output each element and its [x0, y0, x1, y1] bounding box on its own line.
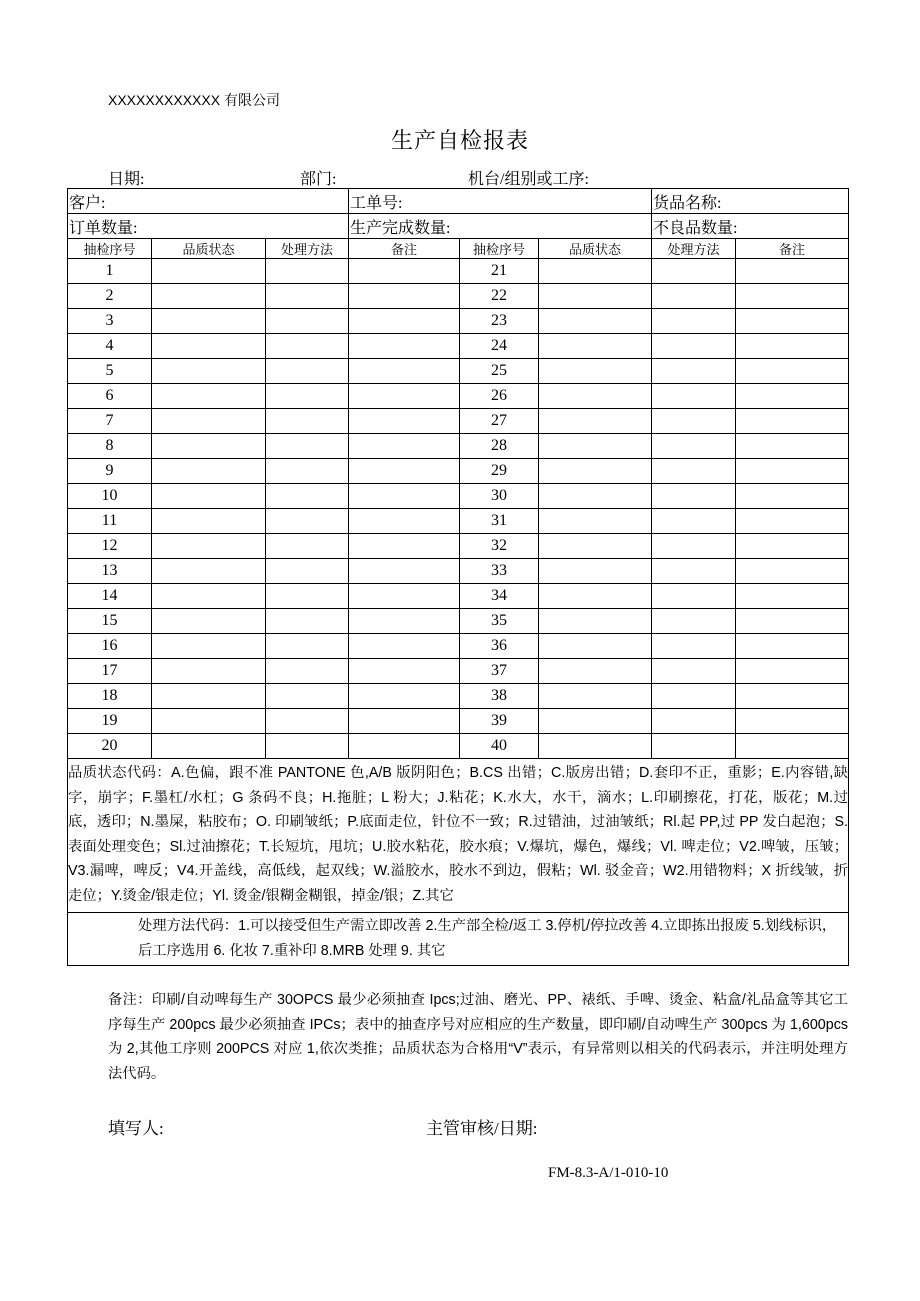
remark-cell[interactable]: [349, 584, 460, 609]
remark-cell[interactable]: [349, 359, 460, 384]
date-label: 日期:: [108, 171, 145, 188]
handling-method-cell[interactable]: [652, 434, 736, 459]
quality-status-cell[interactable]: [539, 484, 652, 509]
inspection-form-table: [67, 188, 849, 966]
handling-method-cell[interactable]: [652, 259, 736, 284]
table-row: [68, 559, 849, 584]
handling-method-cell[interactable]: [266, 284, 349, 309]
machine-group-label: 机台/组别或工序:: [468, 171, 589, 188]
table-row: [68, 334, 849, 359]
remark-cell[interactable]: [349, 559, 460, 584]
quality-status-cell[interactable]: [152, 309, 266, 334]
method-codes-row: [68, 913, 849, 966]
quality-status-cell[interactable]: [152, 634, 266, 659]
handling-method-cell[interactable]: [266, 734, 349, 759]
col-header-seq-left: 抽检序号: [68, 239, 152, 259]
quality-status-cell[interactable]: [539, 409, 652, 434]
sample-seq-left: 19: [68, 709, 152, 734]
handling-method-cell[interactable]: [652, 484, 736, 509]
quality-status-cell[interactable]: [539, 559, 652, 584]
remark-cell[interactable]: [736, 609, 849, 634]
quality-status-cell[interactable]: [539, 534, 652, 559]
quality-status-cell[interactable]: [539, 334, 652, 359]
remark-cell[interactable]: [736, 534, 849, 559]
sample-seq-right: 26: [460, 384, 539, 409]
handling-method-cell[interactable]: [652, 634, 736, 659]
quality-status-cell[interactable]: [539, 434, 652, 459]
remark-cell[interactable]: [349, 509, 460, 534]
table-row: [68, 284, 849, 309]
handling-method-cell[interactable]: [266, 359, 349, 384]
handling-method-cell[interactable]: [652, 559, 736, 584]
remark-cell[interactable]: [736, 684, 849, 709]
handling-method-cell[interactable]: [266, 484, 349, 509]
sample-seq-right: 38: [460, 684, 539, 709]
quality-status-cell[interactable]: [152, 534, 266, 559]
col-header-seq-right: 抽检序号: [460, 239, 539, 259]
sample-seq-right: 22: [460, 284, 539, 309]
sample-seq-left: 17: [68, 659, 152, 684]
quality-status-cell[interactable]: [152, 734, 266, 759]
sample-seq-right: 23: [460, 309, 539, 334]
sample-seq-left: 16: [68, 634, 152, 659]
quality-status-cell[interactable]: [539, 309, 652, 334]
handling-method-cell[interactable]: [652, 734, 736, 759]
order-qty-field[interactable]: 订单数量:: [68, 214, 349, 239]
handling-method-cell[interactable]: [266, 459, 349, 484]
sample-seq-right: 30: [460, 484, 539, 509]
sample-seq-left: 1: [68, 259, 152, 284]
quality-status-cell[interactable]: [152, 359, 266, 384]
remark-cell[interactable]: [736, 259, 849, 284]
remark-cell[interactable]: [736, 359, 849, 384]
remark-cell[interactable]: [736, 284, 849, 309]
remark-cell[interactable]: [349, 534, 460, 559]
product-name-field[interactable]: 货品名称:: [652, 189, 849, 214]
handling-method-cell[interactable]: [266, 659, 349, 684]
sample-seq-right: 31: [460, 509, 539, 534]
remark-cell[interactable]: [349, 609, 460, 634]
quality-status-cell[interactable]: [152, 434, 266, 459]
remark-cell[interactable]: [736, 559, 849, 584]
quality-status-cell[interactable]: [152, 484, 266, 509]
handling-method-cell[interactable]: [266, 559, 349, 584]
quality-status-cell[interactable]: [539, 684, 652, 709]
remark-cell[interactable]: [349, 384, 460, 409]
handling-method-cell[interactable]: [266, 384, 349, 409]
handling-method-cell[interactable]: [652, 534, 736, 559]
handling-method-cell[interactable]: [652, 584, 736, 609]
handling-method-cell[interactable]: [652, 284, 736, 309]
remarks-note: 备注：印刷/自动啤每生产 30OPCS 最少必须抽查 Ipcs;过油、磨光、PP、裱纸、手啤、烫金、粘盒/礼品盒等其它工序每生产 200pcs 最少必须抽查 IPCs；表中的抽查序号对应相应的生产数量，即印刷/自动啤生产 300pcs 为 1,600pcs 为 2,其他工序则 200PCS 对应 1,依次类推；品质状态为合格用“V”表示，有异常则以相关的代码表示，并注明处理方法代码。: [108, 992, 848, 1082]
sample-seq-right: 25: [460, 359, 539, 384]
quality-codes-row: [68, 759, 849, 913]
remark-cell[interactable]: [349, 434, 460, 459]
table-row: [68, 734, 849, 759]
remark-cell[interactable]: [736, 434, 849, 459]
sample-seq-left: 3: [68, 309, 152, 334]
defect-qty-field[interactable]: 不良品数量:: [652, 214, 849, 239]
handling-method-cell[interactable]: [652, 709, 736, 734]
sample-seq-right: 21: [460, 259, 539, 284]
remark-cell[interactable]: [349, 409, 460, 434]
quality-status-cell[interactable]: [539, 584, 652, 609]
customer-field[interactable]: 客户:: [68, 189, 349, 214]
sample-seq-right: 34: [460, 584, 539, 609]
quality-status-cell[interactable]: [539, 734, 652, 759]
sample-seq-right: 32: [460, 534, 539, 559]
quality-status-cell[interactable]: [152, 584, 266, 609]
sample-seq-right: 40: [460, 734, 539, 759]
handling-method-cell[interactable]: [652, 334, 736, 359]
handling-method-cell[interactable]: [652, 684, 736, 709]
remark-cell[interactable]: [349, 484, 460, 509]
method-codes-text: [68, 913, 849, 966]
handling-method-cell[interactable]: [266, 634, 349, 659]
quality-status-cell[interactable]: [539, 384, 652, 409]
remark-cell[interactable]: [349, 334, 460, 359]
handling-method-cell[interactable]: [266, 259, 349, 284]
completed-qty-field[interactable]: 生产完成数量:: [349, 214, 652, 239]
quality-status-cell[interactable]: [539, 459, 652, 484]
remark-cell[interactable]: [736, 409, 849, 434]
info-row-2: [68, 214, 849, 239]
col-header-method-right: 处理方法: [652, 239, 736, 259]
sample-seq-right: 39: [460, 709, 539, 734]
handling-method-cell[interactable]: [266, 609, 349, 634]
sample-seq-left: 4: [68, 334, 152, 359]
remark-cell[interactable]: [349, 284, 460, 309]
sample-seq-left: 7: [68, 409, 152, 434]
handling-method-cell[interactable]: [266, 509, 349, 534]
table-row: [68, 409, 849, 434]
sample-seq-right: 35: [460, 609, 539, 634]
handling-method-cell[interactable]: [266, 334, 349, 359]
sample-seq-left: 20: [68, 734, 152, 759]
handling-method-cell[interactable]: [266, 309, 349, 334]
handling-method-cell[interactable]: [652, 659, 736, 684]
quality-status-cell[interactable]: [152, 609, 266, 634]
quality-status-cell[interactable]: [152, 559, 266, 584]
sample-seq-right: 33: [460, 559, 539, 584]
table-row: [68, 684, 849, 709]
handling-method-cell[interactable]: [652, 459, 736, 484]
column-header-row: [68, 239, 849, 259]
remark-cell[interactable]: [349, 634, 460, 659]
handling-method-cell[interactable]: [266, 584, 349, 609]
table-row: [68, 259, 849, 284]
handling-method-cell[interactable]: [266, 534, 349, 559]
quality-status-cell[interactable]: [539, 509, 652, 534]
quality-status-cell[interactable]: [539, 359, 652, 384]
remark-cell[interactable]: [736, 659, 849, 684]
quality-status-cell[interactable]: [539, 284, 652, 309]
remark-cell[interactable]: [349, 734, 460, 759]
sample-seq-right: 37: [460, 659, 539, 684]
sample-seq-right: 24: [460, 334, 539, 359]
sample-seq-left: 13: [68, 559, 152, 584]
table-row: [68, 359, 849, 384]
quality-status-cell[interactable]: [152, 509, 266, 534]
quality-status-cell[interactable]: [539, 259, 652, 284]
remark-cell[interactable]: [736, 634, 849, 659]
handling-method-cell[interactable]: [652, 609, 736, 634]
remark-cell[interactable]: [736, 309, 849, 334]
quality-status-cell[interactable]: [152, 334, 266, 359]
sample-seq-left: 6: [68, 384, 152, 409]
sample-seq-right: 29: [460, 459, 539, 484]
department-label: 部门:: [300, 171, 337, 188]
sample-seq-left: 12: [68, 534, 152, 559]
table-row: [68, 634, 849, 659]
supervisor-review-label: 主管审核/日期:: [426, 1119, 538, 1138]
remark-cell[interactable]: [736, 459, 849, 484]
quality-status-cell[interactable]: [539, 609, 652, 634]
handling-method-cell[interactable]: [266, 434, 349, 459]
remark-cell[interactable]: [736, 384, 849, 409]
table-row: [68, 459, 849, 484]
sample-seq-left: 9: [68, 459, 152, 484]
remark-cell[interactable]: [349, 684, 460, 709]
sample-seq-left: 10: [68, 484, 152, 509]
work-order-field[interactable]: 工单号:: [349, 189, 652, 214]
col-header-remark-right: 备注: [736, 239, 849, 259]
quality-status-cell[interactable]: [152, 259, 266, 284]
sample-seq-left: 11: [68, 509, 152, 534]
sample-seq-left: 2: [68, 284, 152, 309]
remark-cell[interactable]: [736, 709, 849, 734]
sample-seq-left: 8: [68, 434, 152, 459]
handling-method-cell[interactable]: [652, 309, 736, 334]
company-name: XXXXXXXXXXXX 有限公司: [108, 92, 280, 108]
sample-seq-right: 27: [460, 409, 539, 434]
sample-seq-left: 14: [68, 584, 152, 609]
quality-status-cell[interactable]: [152, 659, 266, 684]
handling-method-cell[interactable]: [266, 709, 349, 734]
table-row: [68, 534, 849, 559]
sample-seq-right: 28: [460, 434, 539, 459]
quality-status-cell[interactable]: [539, 659, 652, 684]
method-codes-content: 处理方法代码：1.可以接受但生产需立即改善 2.生产部全检/返工 3.停机/停拉改善 4.立即拣出报废 5.划线标识，后工序选用 6. 化妆 7.重补印 8.MRB 处理 9. 其它: [138, 918, 837, 959]
quality-status-cell[interactable]: [152, 284, 266, 309]
filler-signature-label: 填写人:: [108, 1119, 164, 1138]
table-row: [68, 659, 849, 684]
remark-cell[interactable]: [349, 259, 460, 284]
remark-cell[interactable]: [349, 709, 460, 734]
table-row: [68, 584, 849, 609]
handling-method-cell[interactable]: [266, 684, 349, 709]
table-row: [68, 709, 849, 734]
quality-codes-text: 品质状态代码：A.色偏，跟不准 PANTONE 色,A/B 版阴阳色；B.CS 出错；C.版房出错；D.套印不正，重影；E.内容错,缺字，崩字；F.墨杠/水杠；G 条码不良；H.拖脏；L 粉大；J.粘花；K.水大，水干，滴水；L.印刷擦花，打花，版花；M.过底，透印；N.墨屎，粘胶布；O. 印刷皱纸；P.底面走位，针位不一致；R.过错油，过油皱纸；Rl.起 PP,过 PP 发白起泡；S.表面处理变色；Sl.过油擦花；T.长短坑，甩坑；U.胶水粘花，胶水痕；V.爆坑，爆色，爆线；Vl. 啤走位；V2.啤皱，压皱；V3.漏啤，啤反；V4.开盖线，高低线，起双线；W.溢胶水，胶水不到边，假粘；Wl. 驳金音；W2.用错物料；X 折线皱，折走位；Y.烫金/银走位；Yl. 烫金/银糊金糊银，掉金/银；Z.其它: [68, 759, 849, 913]
remark-cell[interactable]: [736, 734, 849, 759]
quality-status-cell[interactable]: [539, 709, 652, 734]
quality-status-cell[interactable]: [152, 384, 266, 409]
form-code: FM-8.3-A/1-010-10: [548, 1165, 669, 1181]
quality-status-cell[interactable]: [152, 459, 266, 484]
sample-seq-right: 36: [460, 634, 539, 659]
table-row: [68, 309, 849, 334]
sample-seq-left: 15: [68, 609, 152, 634]
quality-status-cell[interactable]: [152, 709, 266, 734]
report-title: 生产自检报表: [390, 128, 529, 153]
remark-cell[interactable]: [736, 509, 849, 534]
col-header-method-left: 处理方法: [266, 239, 349, 259]
remark-cell[interactable]: [349, 459, 460, 484]
table-row: [68, 434, 849, 459]
remark-cell[interactable]: [736, 334, 849, 359]
col-header-status-right: 品质状态: [539, 239, 652, 259]
table-row: [68, 484, 849, 509]
col-header-remark-left: 备注: [349, 239, 460, 259]
handling-method-cell[interactable]: [652, 409, 736, 434]
handling-method-cell[interactable]: [652, 359, 736, 384]
info-row-1: [68, 189, 849, 214]
table-row: [68, 609, 849, 634]
table-row: [68, 509, 849, 534]
remark-cell[interactable]: [736, 584, 849, 609]
table-row: [68, 384, 849, 409]
remark-cell[interactable]: [349, 309, 460, 334]
remark-cell[interactable]: [736, 484, 849, 509]
sample-seq-left: 18: [68, 684, 152, 709]
handling-method-cell[interactable]: [652, 384, 736, 409]
remark-cell[interactable]: [349, 659, 460, 684]
handling-method-cell[interactable]: [266, 409, 349, 434]
quality-status-cell[interactable]: [152, 684, 266, 709]
col-header-status-left: 品质状态: [152, 239, 266, 259]
sample-seq-left: 5: [68, 359, 152, 384]
quality-status-cell[interactable]: [152, 409, 266, 434]
quality-status-cell[interactable]: [539, 634, 652, 659]
handling-method-cell[interactable]: [652, 509, 736, 534]
